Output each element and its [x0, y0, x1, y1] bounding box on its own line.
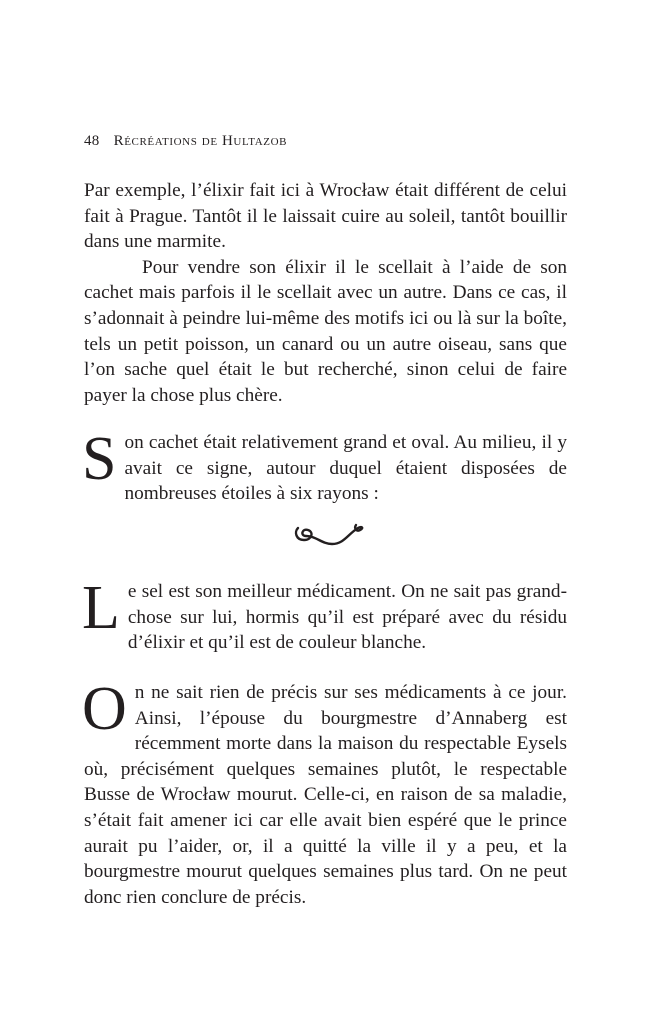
- drop-cap-l: L: [82, 574, 120, 642]
- text-block-medicaments: [82, 675, 567, 910]
- text-block-sel: [82, 574, 567, 656]
- drop-cap-s: S: [82, 425, 117, 493]
- running-head: [84, 131, 287, 151]
- seal-sign-icon: [290, 516, 366, 550]
- page-number: 48: [84, 133, 100, 149]
- paragraph-elixir-sealing: Pour vendre son élixir il le scellait à l’aide de son cachet mais parfois il le scellait avec un autre. Dans ce cas, il s’adonnait à peindre lui-même des motifs ici ou là sur la boîte, tels un petit poisson, un canard ou un autre oiseau, sans que l’on sache quel était le but recherché, sinon celui de faire payer la chose plus chère.: [84, 256, 567, 406]
- text-block-elixir: [84, 178, 567, 408]
- paragraph-sel-text: e sel est son meilleur médicament. On ne sait pas grand-chose sur lui, hormis qu’il est préparé avec du résidu d’élixir et qu’il est de couleur blanche.: [127, 581, 567, 654]
- drop-cap-o: O: [82, 675, 127, 743]
- paragraph-medicaments: [82, 675, 567, 910]
- paragraph-medicaments-text: n ne sait rien de précis sur ses médicaments à ce jour. Ainsi, l’épouse du bourgmestre d’Annaberg est récemment morte dans la maison du respectable Eysels où, précisément quelques semaines plutôt, le respectable Busse de Wrocław mourut. Celle-ci, en raison de sa maladie, s’était fait amener ici car elle avait bien espéré que le prince aurait pu l’aider, or, il a quitté la ville il y a peu, et la bourgmestre mourut quelques semaines plus tard. On ne peut donc rien conclure de précis.: [84, 682, 567, 908]
- book-page: [84, 0, 567, 1036]
- running-title: Récréations de Hultazob: [113, 133, 288, 149]
- paragraph-sel: [82, 574, 567, 656]
- paragraph-elixir-places: Par exemple, l’élixir fait ici à Wrocław était différent de celui fait à Prague. Tantôt il le laissait cuire au soleil, tantôt bouillir dans une marmite.: [84, 180, 567, 253]
- text-block-cachet: [82, 425, 567, 507]
- paragraph-cachet-text: on cachet était relativement grand et oval. Au milieu, il y avait ce signe, autour duquel étaient disposées de nombreuses étoiles à six rayons :: [124, 432, 567, 505]
- paragraph-cachet: [82, 425, 567, 507]
